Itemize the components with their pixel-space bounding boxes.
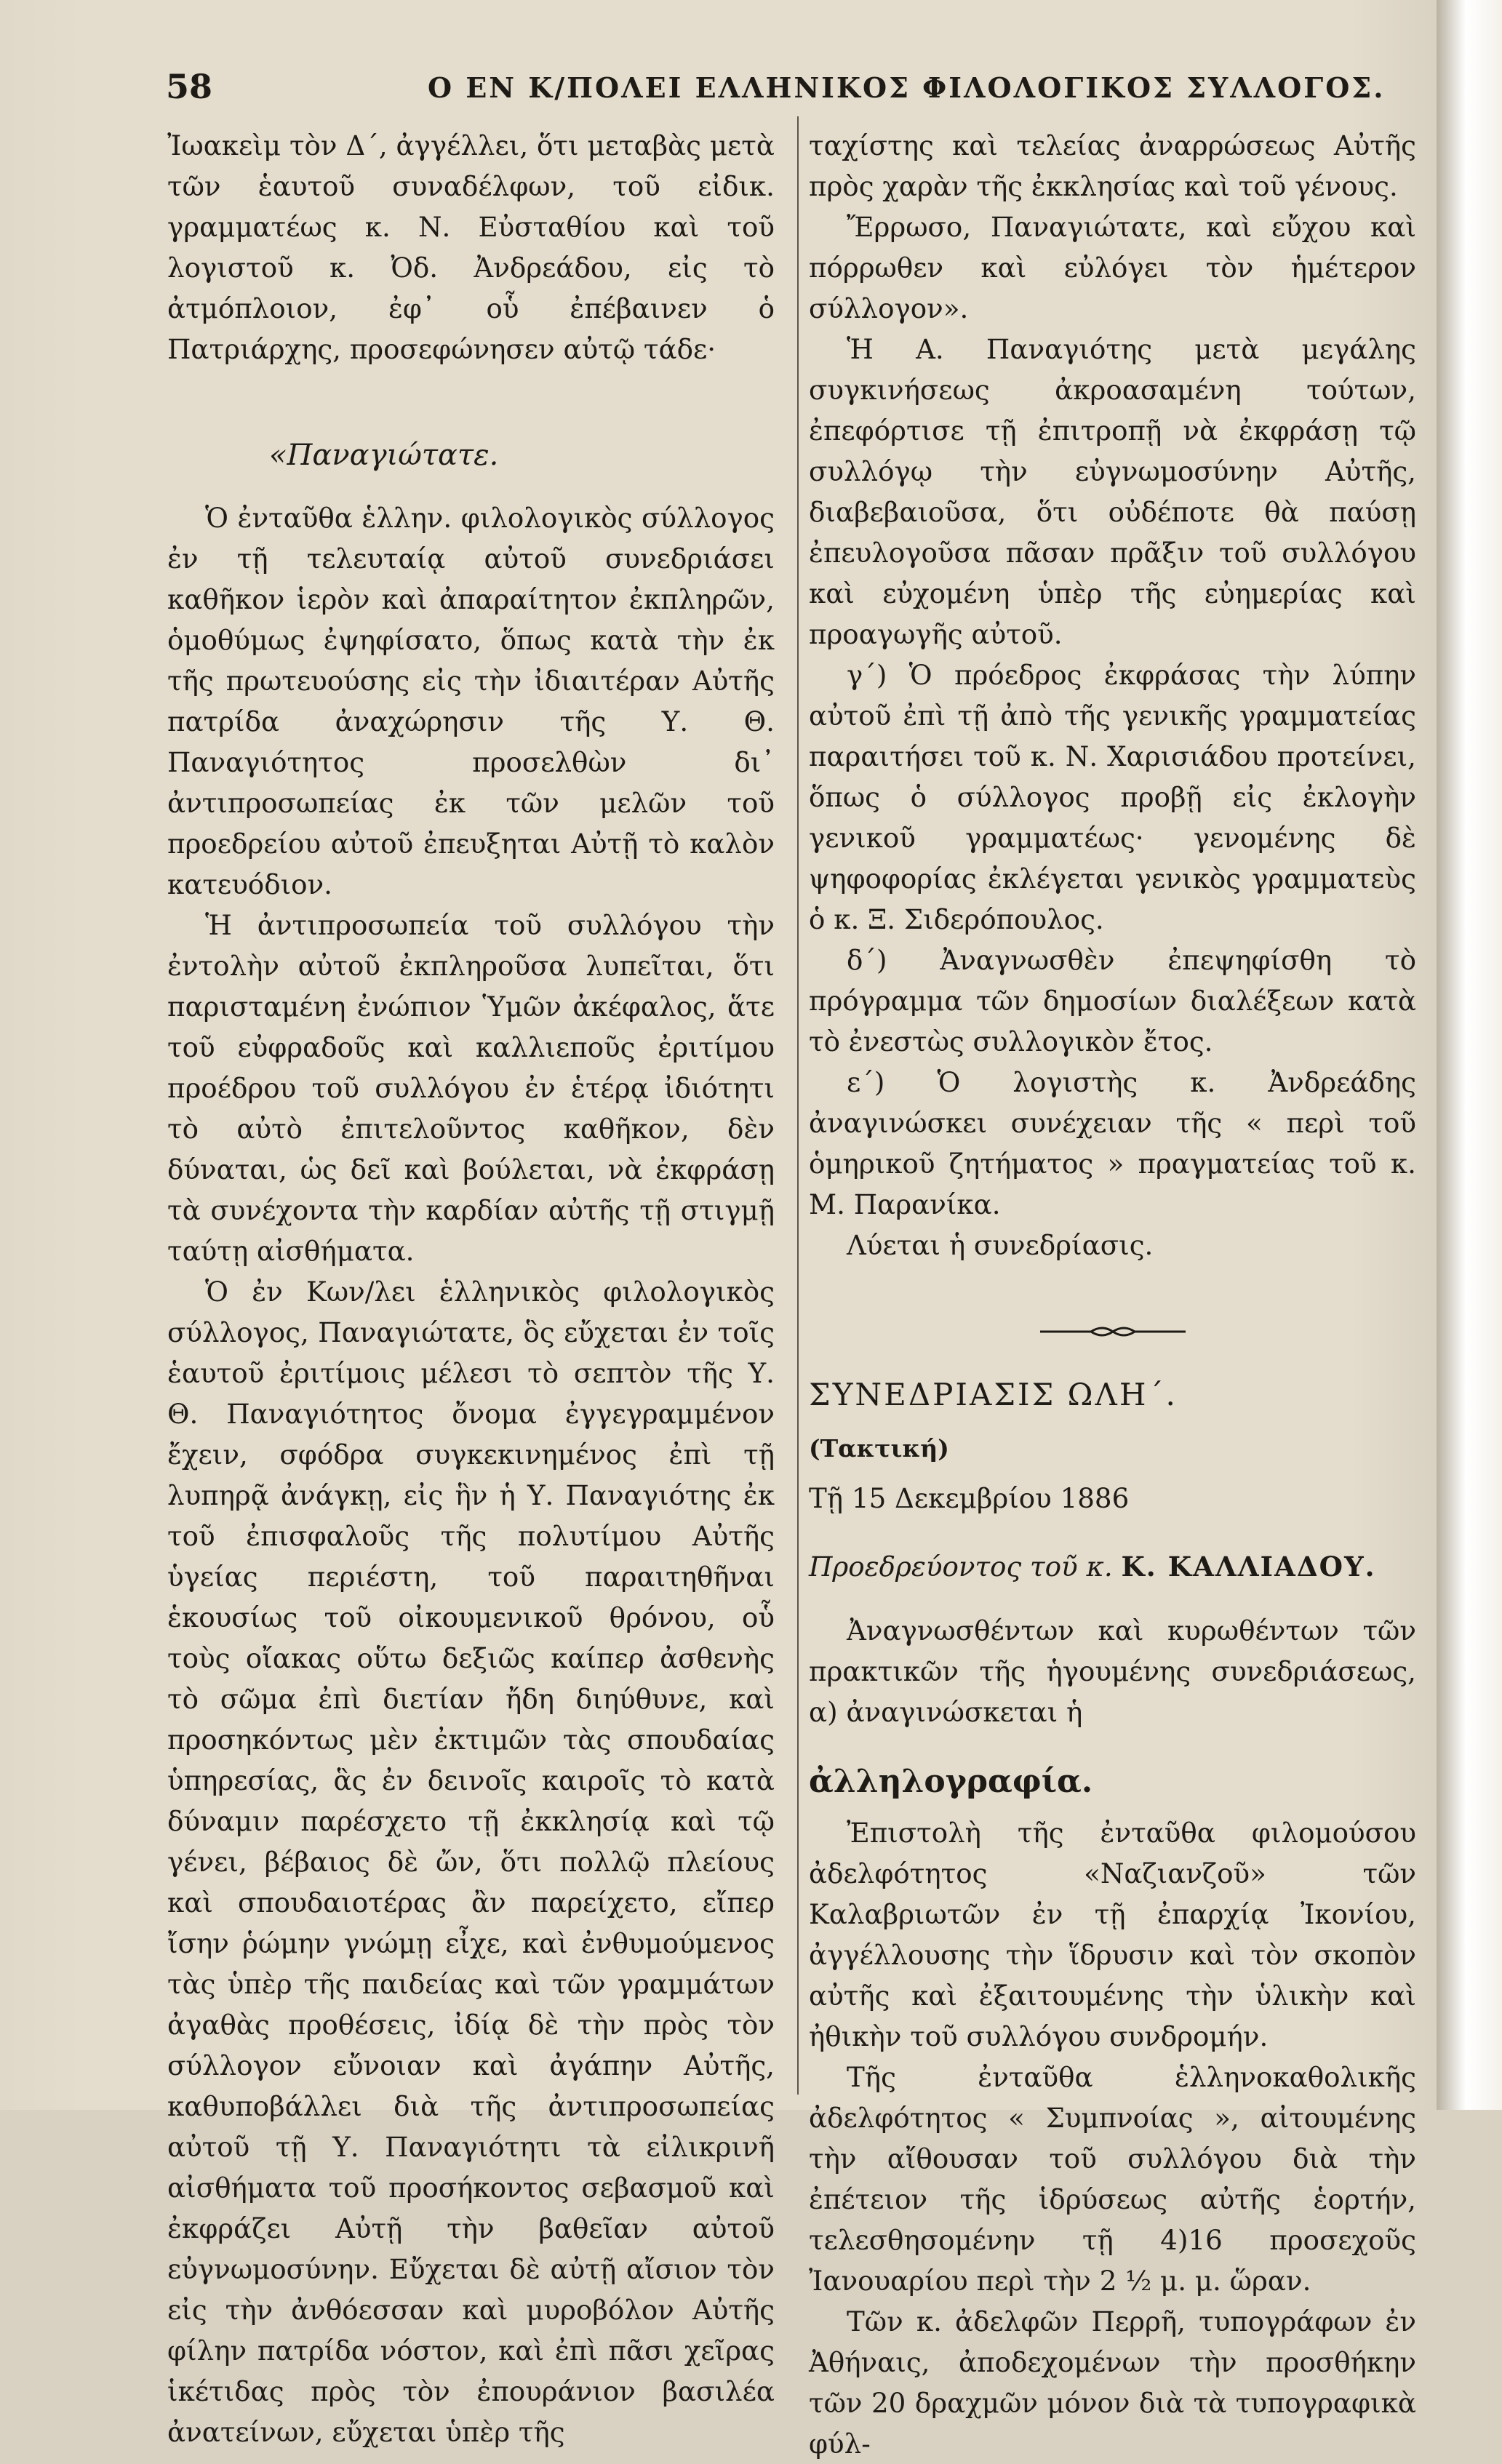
session-date: Τῇ 15 Δεκεμβρίου 1886 — [809, 1482, 1130, 1514]
right-paragraph-5: δ΄) Ἀναγνωσθὲν ἐπεψηφίσθη τὸ πρόγραμμα τῶν δημοσίων διαλέξεων κατὰ τὸ ἐνεστὼς συλλογικὸν ἔτος. — [809, 944, 1416, 1057]
right-paragraph-6: ε΄) Ὁ λογιστὴς κ. Ἀνδρεάδης ἀναγινώσκει συνέχειαν τῆς « περὶ τοῦ ὁμηρικοῦ ζητήματος » πραγματείας τοῦ κ. Μ. Παρανίκα. — [809, 1066, 1416, 1220]
left-column — [167, 125, 775, 2452]
ornament-divider — [809, 1309, 1416, 1324]
left-paragraph-1: Ἰωακεὶμ τὸν Δ΄, ἀγγέλλει, ὅτι μεταβὰς μετὰ τῶν ἑαυτοῦ συναδέλφων, τοῦ εἰδικ. γραμματέως κ. Ν. Εὐσταθίου καὶ τοῦ λογιστοῦ κ. Ὀδ. Ἀνδρεάδου, εἰς τὸ ἀτμόπλοιον, ἐφ᾽ οὗ ἐπέβαινεν ὁ Πατριάρχης, προσεφώνησεν αὐτῷ τάδε· — [167, 129, 775, 365]
salutation: «Παναγιώτατε. — [269, 439, 499, 472]
right-paragraph-3: Ἡ Α. Παναγιότης μετὰ μεγάλης συγκινήσεως ἀκροασαμένη τούτων, ἐπεφόρτισε τῇ ἐπιτροπῇ νὰ ἐκφράσῃ τῷ συλλόγῳ τὴν εὐγνωμοσύνην Αὐτῆς, διαβεβαιοῦσα, ὅτι οὐδέποτε θὰ παύσῃ ἐπευλογοῦσα πᾶσαν πρᾶξιν τοῦ συλλόγου καὶ εὐχομένη ὑπὲρ τῆς εὐημερίας καὶ προαγωγῆς αὐτοῦ. — [809, 333, 1416, 650]
left-paragraph-4: Ὁ ἐν Κων/λει ἑλληνικὸς φιλολογικὸς σύλλογος, Παναγιώτατε, ὃς εὔχεται ἐν τοῖς ἑαυτοῦ ἐριτίμοις μέλεσι τὸ σεπτὸν τῆς Υ. Θ. Παναγιότητος ὄνομα ἐγγεγραμμένον ἔχειν, σφόδρα συγκεκινημένος ἐπὶ τῇ λυπηρᾷ ἀνάγκῃ, εἰς ἣν ἡ Υ. Παναγιότης ἐκ τοῦ ἐπισφαλοῦς τῆς πολυτίμου Αὐτῆς ὑγείας περιέστη, τοῦ παραιτηθῆναι ἑκουσίως τοῦ οἰκουμενικοῦ θρόνου, οὗ τοὺς οἴακας οὕτω δεξιῶς καίπερ ἀσθενὴς τὸ σῶμα ἐπὶ διετίαν ἤδη διηύθυνε, καὶ προσηκόντως μὲν ἐκτιμῶν τὰς σπουδαίας ὑπηρεσίας, ἃς ἐν δεινοῖς καιροῖς τὸ κατὰ δύναμιν παρέσχετο τῇ ἐκκλησίᾳ καὶ τῷ γένει, βέβαιος δὲ ὤν, ὅτι πολλῷ πλείους καὶ σπουδαιοτέρας ἂν παρείχετο, εἴπερ ἴσην ῥώμην γνώμῃ εἶχε, καὶ ἐνθυμούμενος τὰς ὑπὲρ τῆς παιδείας καὶ τῶν γραμμάτων ἀγαθὰς προθέσεις, ἰδίᾳ δὲ τὴν πρὸς τὸν σύλλογον εὔνοιαν καὶ ἀγάπην Αὐτῆς, καθυποβάλλει διὰ τῆς ἀντιπροσωπείας αὐτοῦ τῇ Υ. Παναγιότητι τὰ εἰλικρινῆ αἰσθήματα τοῦ προσήκοντος σεβασμοῦ καὶ ἐκφράζει Αὐτῇ τὴν βαθεῖαν αὐτοῦ εὐγνωμοσύνην. Εὔχεται δὲ αὐτῇ αἴσιον τὸν εἰς τὴν ἀνθόεσσαν καὶ μυροβόλον Αὐτῆς φίλην πατρίδα νόστον, καὶ ἐπὶ πᾶσι χεῖρας ἱκέτιδας πρὸς τὸν ἐπουράνιον βασιλέα ἀνατείνων, εὔχεται ὑπὲρ τῆς — [167, 1276, 775, 2448]
section-heading: ἀλληλογραφία. — [809, 1763, 1093, 1800]
presiding-name: Κ. ΚΑΛΛΙΑΔΟΥ. — [1121, 1551, 1376, 1583]
right-paragraph-7: Λύεται ἡ συνεδρίασις. — [847, 1229, 1154, 1261]
column-divider — [797, 116, 799, 2095]
running-title: Ο ΕΝ Κ/ΠΟΛΕΙ ΕΛΛΗΝΙΚΟΣ ΦΙΛΟΛΟΓΙΚΟΣ ΣΥΛΛΟΓΟΣ. — [428, 71, 1386, 104]
right-paragraph-2: Ἔρρωσο, Παναγιώτατε, καὶ εὔχου καὶ πόρρωθεν καὶ εὐλόγει τὸν ἡμέτερον σύλλογον». — [809, 211, 1416, 324]
right-column — [809, 125, 1416, 2464]
page-header — [166, 67, 1417, 111]
session-title: ΣΥΝΕΔΡΙΑΣΙΣ ΩΛΗ΄. — [809, 1377, 1178, 1412]
session-type: (Τακτική) — [809, 1434, 949, 1463]
right-paragraph-4: γ΄) Ὁ πρόεδρος ἐκφράσας τὴν λύπην αὐτοῦ ἐπὶ τῇ ἀπὸ τῆς γενικῆς γραμματείας παραιτήσει τοῦ κ. Ν. Χαρισιάδου προτείνει, ὅπως ὁ σύλλογος προβῇ εἰς ἐκλογὴν γενικοῦ γραμματέως· γενομένης δὲ ψηφοφορίας ἐκλέγεται γενικὸς γραμματεὺς ὁ κ. Ξ. Σιδερόπουλος. — [809, 659, 1416, 935]
left-paragraph-2: Ὁ ἐνταῦθα ἑλλην. φιλολογικὸς σύλλογος ἐν τῇ τελευταίᾳ αὐτοῦ συνεδριάσει καθῆκον ἱερὸν καὶ ἀπαραίτητον ἐκπληρῶν, ὁμοθύμως ἐψηφίσατο, ὅπως κατὰ τὴν ἐκ τῆς πρωτευούσης εἰς τὴν ἰδιαιτέραν Αὐτῆς πατρίδα ἀναχώρησιν τῆς Υ. Θ. Παναγιότητος προσελθὼν δι᾽ ἀντιπροσωπείας ἐκ τῶν μελῶν τοῦ προεδρείου αὐτοῦ ἐπευξηται Αὐτῇ τὸ καλὸν κατευόδιον. — [167, 502, 775, 900]
page-edge — [1437, 0, 1502, 2110]
presiding-prefix: Προεδρεύοντος τοῦ κ. — [809, 1551, 1113, 1583]
right-paragraph-10: Τῆς ἐνταῦθα ἑλληνοκαθολικῆς ἀδελφότητος « Συμπνοίας », αἰτουμένης τὴν αἴθουσαν τοῦ συλλόγου διὰ τὴν ἐπέτειον τῆς ἱδρύσεως αὐτῆς ἑορτήν, τελεσθησομένην τῇ 4)16 προσεχοῦς Ἰανουαρίου περὶ τὴν 2 ½ μ. μ. ὥραν. — [809, 2061, 1416, 2297]
page-number: 58 — [166, 67, 213, 106]
right-paragraph-8: Ἀναγνωσθέντων καὶ κυρωθέντων τῶν πρακτικῶν τῆς ἡγουμένης συνεδριάσεως, α) ἀναγινώσκεται ἡ — [809, 1615, 1416, 1728]
left-paragraph-3: Ἡ ἀντιπροσωπεία τοῦ συλλόγου τὴν ἐντολὴν αὐτοῦ ἐκπληροῦσα λυπεῖται, ὅτι παρισταμένη ἐνώπιον Ὑμῶν ἀκέφαλος, ἅτε τοῦ εὐφραδοῦς καὶ καλλιεποῦς ἐριτίμου προέδρου τοῦ συλλόγου ἐν ἑτέρᾳ ἰδιότητι τὸ αὐτὸ ἐπιτελοῦντος καθῆκον, δὲν δύναται, ὡς δεῖ καὶ βούλεται, νὰ ἐκφράσῃ τὰ συνέχοντα τὴν καρδίαν αὐτῆς τῇ στιγμῇ ταύτῃ αἰσθήματα. — [167, 909, 775, 1267]
right-paragraph-9: Ἐπιστολὴ τῆς ἐνταῦθα φιλομούσου ἀδελφότητος «Ναζιανζοῦ» τῶν Καλαβριωτῶν ἐν τῇ ἐπαρχίᾳ Ἰκονίου, ἀγγέλλουσης τὴν ἵδρυσιν καὶ τὸν σκοπὸν αὐτῆς καὶ ἐξαιτουμένης τὴν ὑλικὴν καὶ ἠθικὴν τοῦ συλλόγου συνδρομήν. — [809, 1817, 1416, 2052]
right-paragraph-11: Τῶν κ. ἀδελφῶν Περρῆ, τυπογράφων ἐν Ἀθήναις, ἀποδεχομένων τὴν προσθήκην τῶν 20 δραχμῶν μόνον διὰ τὰ τυπογραφικὰ φύλ- — [809, 2305, 1416, 2460]
presiding-line — [809, 1546, 1416, 1587]
right-paragraph-1: ταχίστης καὶ τελείας ἀναρρώσεως Αὐτῆς πρὸς χαρὰν τῆς ἐκκλησίας καὶ τοῦ γένους. — [809, 129, 1416, 202]
ornament-icon — [1040, 1324, 1186, 1339]
